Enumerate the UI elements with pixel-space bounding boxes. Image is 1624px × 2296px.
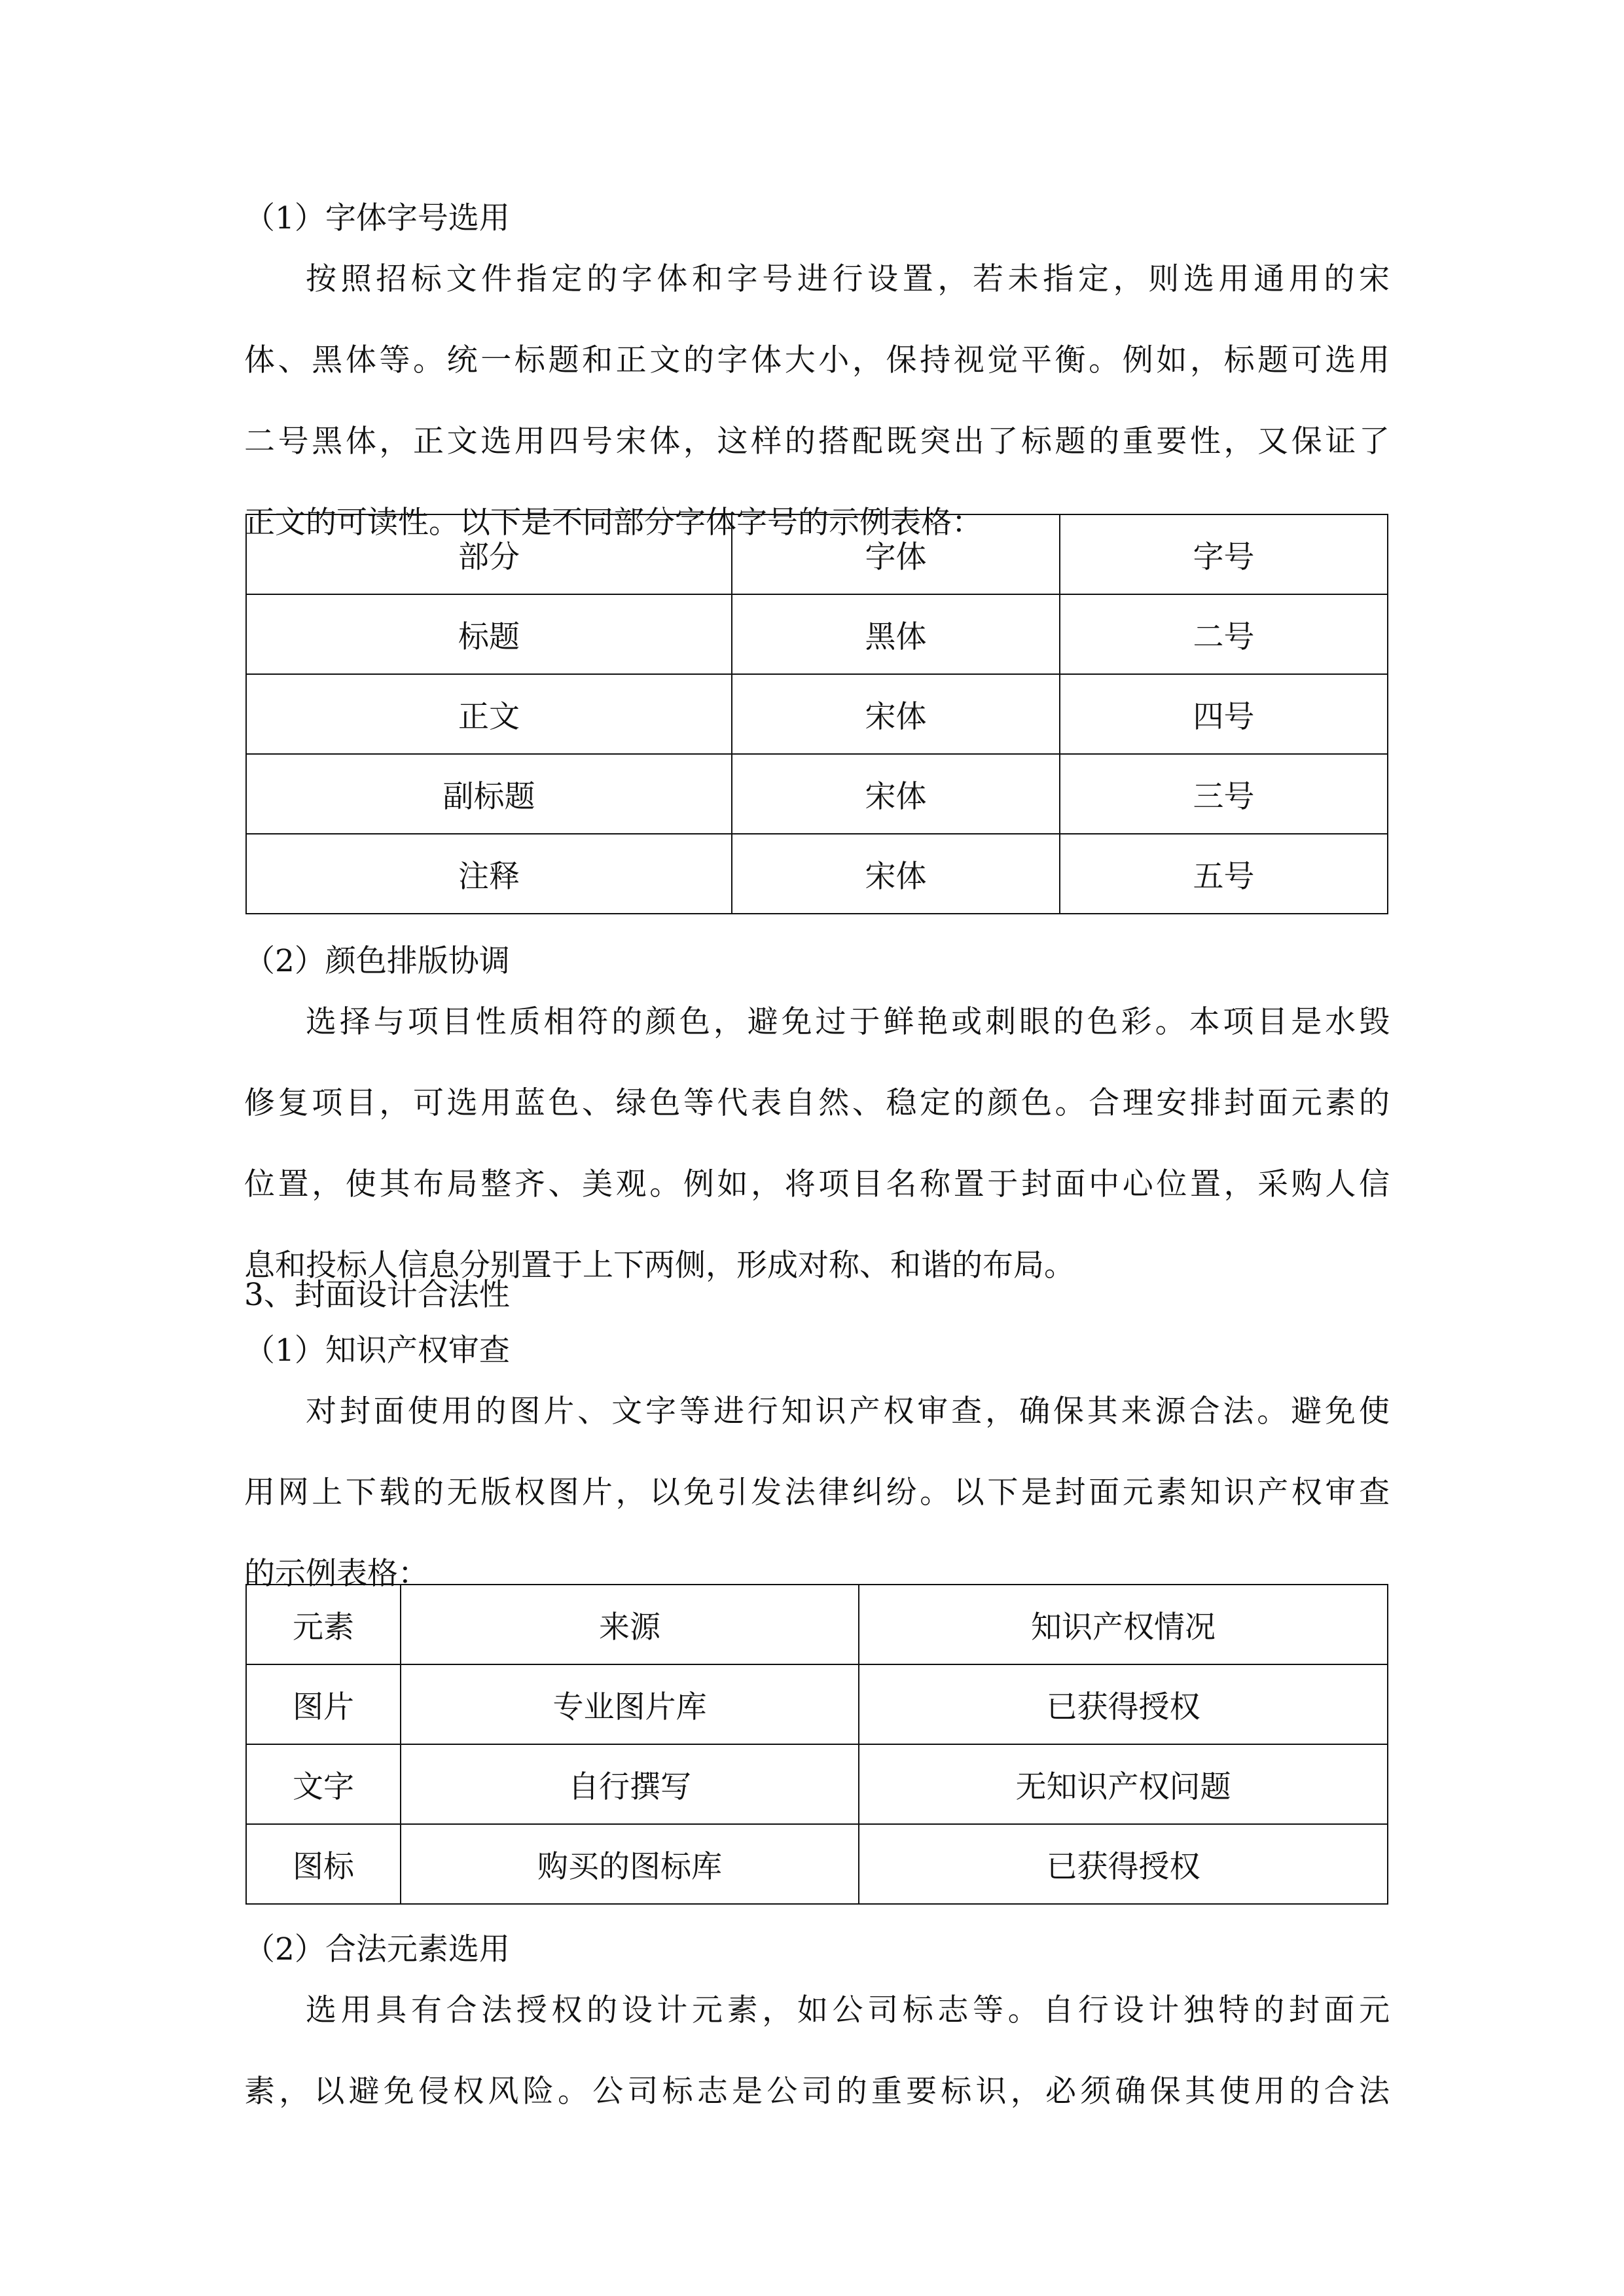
paragraph-line: 对封面使用的图片、文字等进行知识产权审查，确保其来源合法。避免使: [306, 1393, 1390, 1429]
paragraph-line: 用网上下载的无版权图片，以免引发法律纠纷。以下是封面元素知识产权审查: [244, 1475, 1390, 1511]
table-cell: 已获得授权: [859, 1824, 1388, 1904]
table-cell: 注释: [246, 834, 732, 914]
table-header-cell: 来源: [401, 1585, 859, 1664]
table-row: [246, 1744, 1388, 1824]
table-header-cell: 部分: [246, 514, 732, 594]
ip-paragraph: [244, 1371, 1390, 1615]
table-cell: 宋体: [732, 834, 1060, 914]
table-cell: 五号: [1060, 834, 1388, 914]
paragraph-line: 二号黑体，正文选用四号宋体，这样的搭配既突出了标题的重要性，又保证了: [244, 423, 1390, 459]
elements-heading: （2）合法元素选用: [244, 1931, 510, 1967]
table-row: [246, 674, 1388, 754]
ip-heading: （1）知识产权审查: [244, 1333, 510, 1369]
paragraph-line: 正文的可读性。以下是不同部分字体字号的示例表格：: [244, 505, 983, 541]
table-header-cell: 字体: [732, 514, 1060, 594]
table-cell: 黑体: [732, 594, 1060, 674]
paragraph-line: 的示例表格：: [244, 1556, 429, 1592]
table-row: [246, 1824, 1388, 1904]
table-cell: 无知识产权问题: [859, 1744, 1388, 1824]
table-row: [246, 594, 1388, 674]
table-row: [246, 754, 1388, 834]
table-cell: 购买的图标库: [401, 1824, 859, 1904]
table-row: [246, 1664, 1388, 1744]
table-cell: 文字: [246, 1744, 401, 1824]
table-header-row: [246, 1585, 1388, 1664]
paragraph-line: 修复项目，可选用蓝色、绿色等代表自然、稳定的颜色。合理安排封面元素的: [244, 1085, 1390, 1121]
elements-paragraph: [244, 1970, 1390, 2132]
color-paragraph: [244, 982, 1390, 1306]
paragraph-line: 体、黑体等。统一标题和正文的字体大小，保持视觉平衡。例如，标题可选用: [244, 342, 1390, 378]
paragraph-line: 选用具有合法授权的设计元素，如公司标志等。自行设计独特的封面元: [306, 1992, 1390, 2028]
table-cell: 自行撰写: [401, 1744, 859, 1824]
table-cell: 图标: [246, 1824, 401, 1904]
ip-review-table: [245, 1584, 1388, 1905]
table-cell: 宋体: [732, 674, 1060, 754]
table-header-cell: 元素: [246, 1585, 401, 1664]
legal-title: 3、封面设计合法性: [244, 1277, 510, 1313]
table-cell: 二号: [1060, 594, 1388, 674]
paragraph-line: 息和投标人信息分别置于上下两侧，形成对称、和谐的布局。: [244, 1247, 1075, 1283]
table-cell: 副标题: [246, 754, 732, 834]
table-cell: 四号: [1060, 674, 1388, 754]
table-cell: 三号: [1060, 754, 1388, 834]
paragraph-line: 按照招标文件指定的字体和字号进行设置，若未指定，则选用通用的宋: [306, 261, 1390, 297]
paragraph-line: 位置，使其布局整齐、美观。例如，将项目名称置于封面中心位置，采购人信: [244, 1166, 1390, 1202]
paragraph-line: 选择与项目性质相符的颜色，避免过于鲜艳或刺眼的色彩。本项目是水毁: [306, 1004, 1390, 1040]
table-row: [246, 834, 1388, 914]
table-cell: 专业图片库: [401, 1664, 859, 1744]
table-cell: 宋体: [732, 754, 1060, 834]
table-cell: 图片: [246, 1664, 401, 1744]
table-header-cell: 知识产权情况: [859, 1585, 1388, 1664]
paragraph-line: 素，以避免侵权风险。公司标志是公司的重要标识，必须确保其使用的合法: [244, 2073, 1390, 2109]
table-header-cell: 字号: [1060, 514, 1388, 594]
table-cell: 标题: [246, 594, 732, 674]
table-header-row: [246, 514, 1388, 594]
font-size-table: [245, 514, 1388, 914]
font-heading: （1）字体字号选用: [244, 200, 510, 236]
table-cell: 已获得授权: [859, 1664, 1388, 1744]
color-heading: （2）颜色排版协调: [244, 943, 510, 979]
table-cell: 正文: [246, 674, 732, 754]
